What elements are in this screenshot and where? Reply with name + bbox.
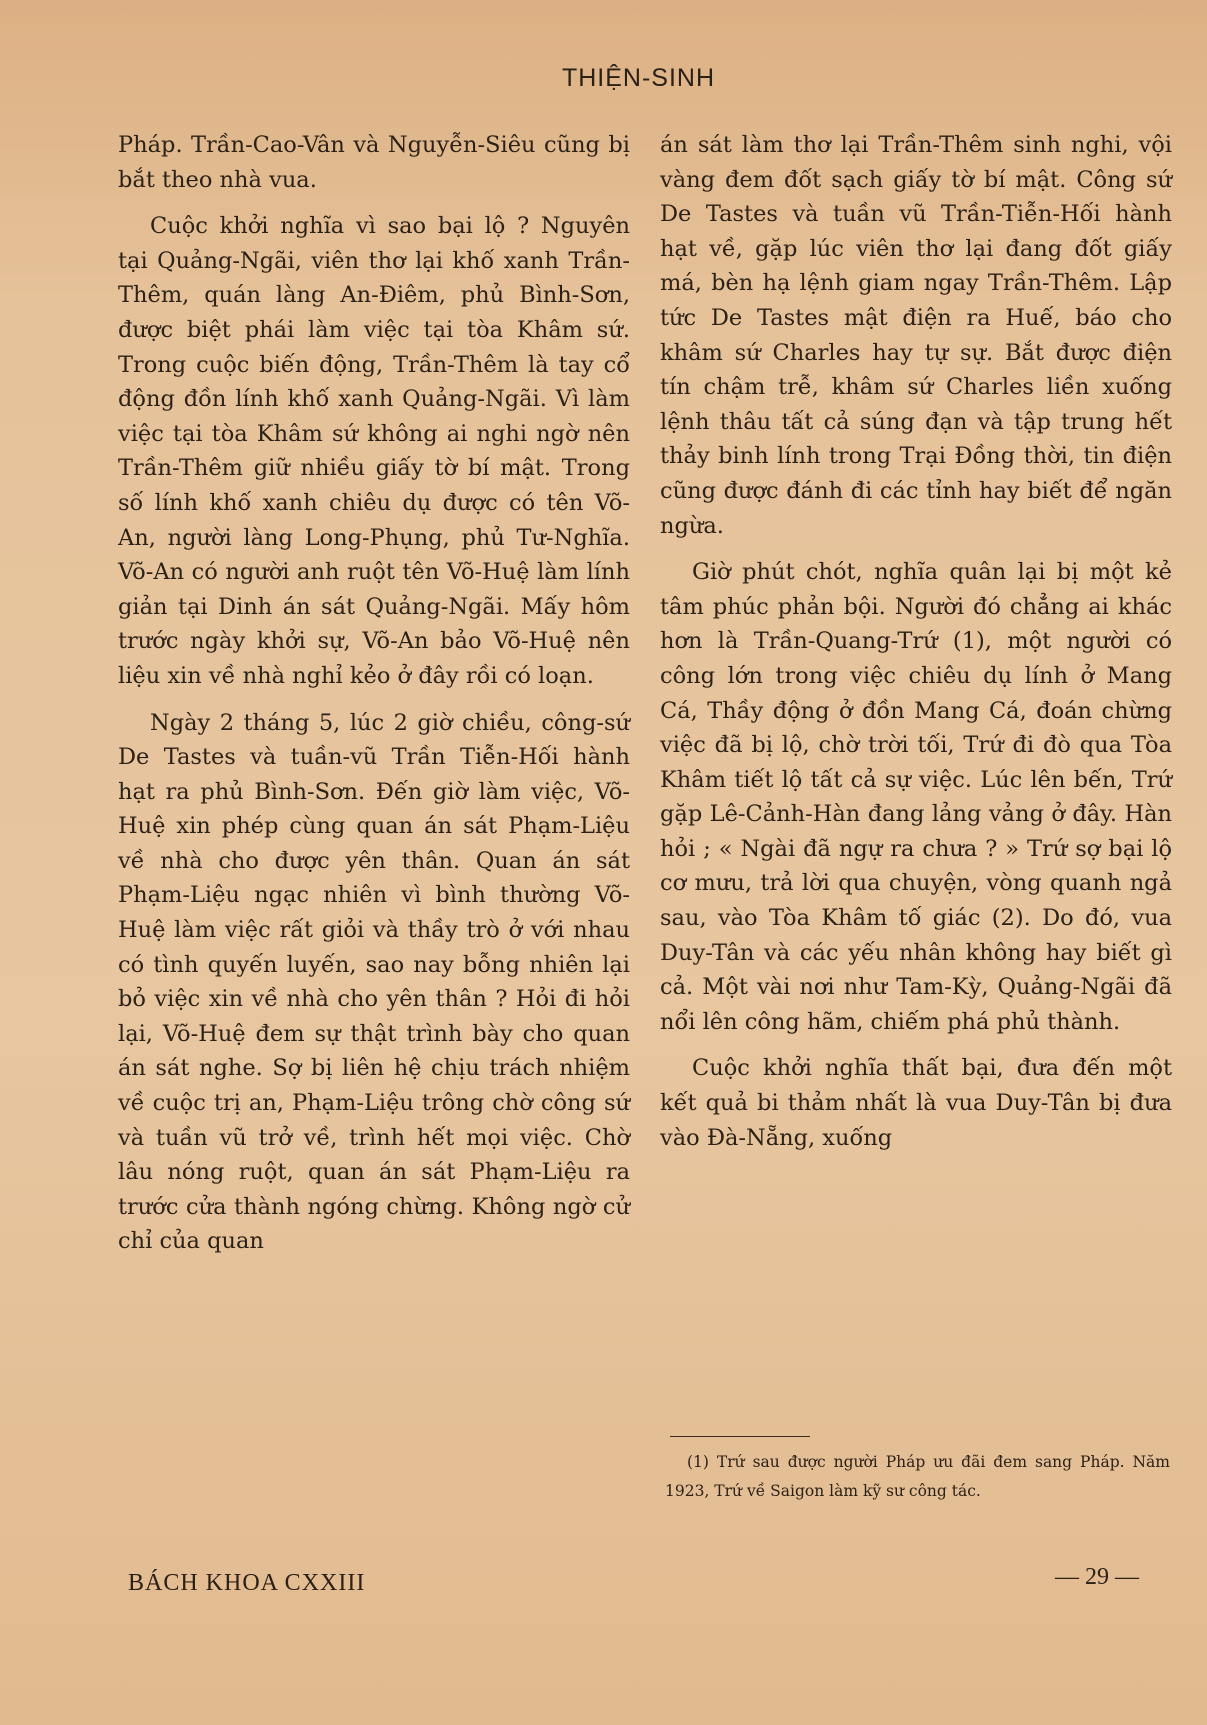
right-column [660, 128, 1172, 1167]
footnote [665, 1448, 1170, 1506]
page-number: — 29 — [1055, 1564, 1139, 1590]
paragraph: Pháp. Trần-Cao-Vân và Nguyễn-Siêu cũng bị bắt theo nhà vua. [118, 132, 630, 193]
running-header: THIỆN-SINH [561, 64, 716, 92]
left-column [118, 128, 630, 1271]
paragraph: Ngày 2 tháng 5, lúc 2 giờ chiều, công-sứ De Tastes và tuần-vũ Trần Tiễn-Hối hành hạt ra phủ Bình-Sơn. Đến giờ làm việc, Võ-Huệ xin phép cùng quan án sát Phạm-Liệu về nhà cho được yên thân. Quan án sát Phạm-Liệu ngạc nhiên vì bình thường Võ-Huệ làm việc rất giỏi và thầy trò ở với nhau có tình quyến luyến, sao nay bỗng nhiên lại bỏ việc xin về nhà cho yên thân ? Hỏi đi hỏi lại, Võ-Huệ đem sự thật trình bày cho quan án sát nghe. Sợ bị liên hệ chịu trách nhiệm về cuộc trị an, Phạm-Liệu trông chờ công sứ và tuần vũ trở về, trình hết mọi việc. Chờ lâu nóng ruột, quan án sát Phạm-Liệu ra trước cửa thành ngóng chừng. Không ngờ cử chỉ của quan [118, 709, 630, 1255]
paragraph: Cuộc khởi nghĩa thất bại, đưa đến một kết quả bi thảm nhất là vua Duy-Tân bị đưa vào Đà-Nẵng, xuống [660, 1055, 1172, 1151]
paragraph: Giờ phút chót, nghĩa quân lại bị một kẻ tâm phúc phản bội. Người đó chẳng ai khác hơn là Trần-Quang-Trứ (1), một người có công lớn trong việc chiêu dụ lính ở Mang Cá, Thầy động ở đồn Mang Cá, đoán chừng việc đã bị lộ, chờ trời tối, Trứ đi đò qua Tòa Khâm tiết lộ tất cả sự việc. Lúc lên bến, Trứ gặp Lê-Cảnh-Hàn đang lảng vảng ở đây. Hàn hỏi ; « Ngài đã ngự ra chưa ? » Trứ sợ bại lộ cơ mưu, trả lời qua chuyện, vòng quanh ngả sau, vào Tòa Khâm tố giác (2). Do đó, vua Duy-Tân và các yếu nhân không hay biết gì cả. Một vài nơi như Tam-Kỳ, Quảng-Ngãi đã nổi lên công hãm, chiếm phá phủ thành. [660, 559, 1172, 1035]
publication-name: BÁCH KHOA CXXIII [128, 1570, 366, 1596]
paragraph: Cuộc khởi nghĩa vì sao bại lộ ? Nguyên tại Quảng-Ngãi, viên thơ lại khố xanh Trần-Thêm, quán làng An-Điêm, phủ Bình-Sơn, được biệt phái làm việc tại tòa Khâm sứ. Trong cuộc biến động, Trần-Thêm là tay cổ động đồn lính khố xanh Quảng-Ngãi. Vì làm việc tại tòa Khâm sứ không ai nghi ngờ nên Trần-Thêm giữ nhiều giấy tờ bí mật. Trong số lính khố xanh chiêu dụ được có tên Võ-An, người làng Long-Phụng, phủ Tư-Nghĩa. Võ-An có người anh ruột tên Võ-Huệ làm lính giản tại Dinh án sát Quảng-Ngãi. Mấy hôm trước ngày khởi sự, Võ-An bảo Võ-Huệ nên liệu xin về nhà nghỉ kẻo ở đây rồi có loạn. [118, 213, 630, 689]
paragraph: án sát làm thơ lại Trần-Thêm sinh nghi, vội vàng đem đốt sạch giấy tờ bí mật. Công sứ De Tastes và tuần vũ Trần-Tiễn-Hối hành hạt về, gặp lúc viên thơ lại đang đốt giấy má, bèn hạ lệnh giam ngay Trần-Thêm. Lập tức De Tastes mật điện ra Huế, báo cho khâm sứ Charles hay tự sự. Bắt được điện tín chậm trễ, khâm sứ Charles liền xuống lệnh thâu tất cả súng đạn và tập trung hết thảy binh lính trong Trại Đồng thời, tin điện cũng được đánh đi các tỉnh hay biết để ngăn ngừa. [660, 132, 1172, 539]
footnote-text: (1) Trứ sau được người Pháp ưu đãi đem sang Pháp. Năm 1923, Trứ về Saigon làm kỹ sư công tác. [665, 1453, 1170, 1500]
footnote-divider [670, 1436, 810, 1437]
